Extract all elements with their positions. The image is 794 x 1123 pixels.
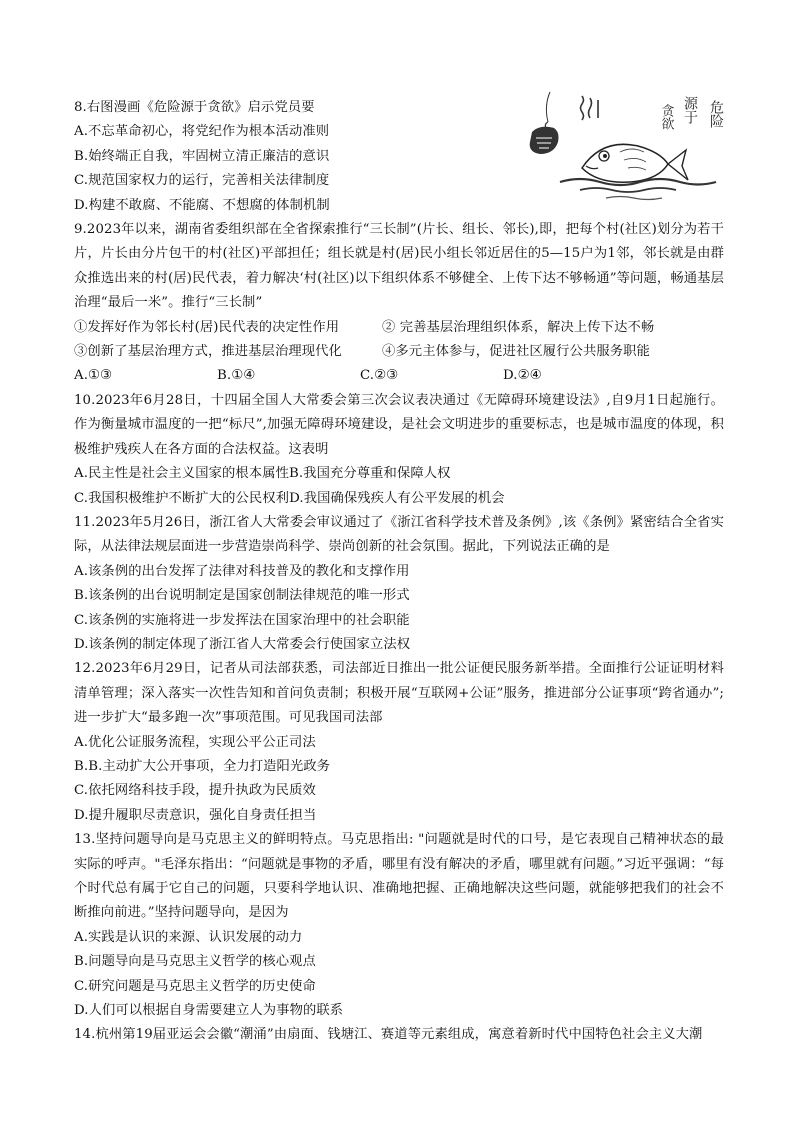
q12-option-a: A.优化公证服务流程，实现公平公正司法	[74, 734, 316, 750]
q9-choice-a: A.①③	[74, 368, 113, 384]
q9-statement-2: ② 完善基层治理组织体系，解决上传下达不畅	[382, 319, 655, 335]
q8-option-d: D.构建不敢腐、不能腐、不想腐的体制机制	[74, 197, 330, 213]
q14-stem: 14.杭州第19届亚运会会徽“潮涌”由扇面、钱塘江、赛道等元素组成，寓意着新时代中国特色社会主义大潮	[74, 1027, 703, 1043]
q9-statement-3: ③创新了基层治理方式，推进基层治理现代化	[74, 344, 342, 360]
q11-option-b: B.该条例的出台说明制定是国家创制法律规范的唯一形式	[74, 588, 410, 604]
q13-option-b: B.问题导向是马克思主义哲学的核心观点	[74, 954, 316, 970]
q8-stem: 8.右图漫画《危险源于贪欲》启示党员要	[74, 100, 315, 115]
q8-option-a: A.不忘革命初心，将党纪作为根本活动准则	[74, 124, 330, 140]
q9-statement-4: ④多元主体参与，促进社区履行公共服务职能	[382, 344, 650, 360]
q10-option-ab: A.民主性是社会主义国家的根本属性B.我国充分尊重和保障人权	[74, 466, 451, 482]
q9-statements-row-2	[74, 340, 724, 364]
q10-stem: 10.2023年6月28日，十四届全国人大常委会第三次会议表决通过《无障碍环境建设法》,自9月1日起施行。作为衡量城市温度的一把“标尺”,加强无障碍环境建设，是社会文明进步的重要标志，也是城市温度的体现，积极维护残疾人在各方面的合法权益。这表明	[74, 392, 724, 457]
q9-choices	[74, 364, 724, 388]
question-content	[74, 96, 724, 1048]
q8-option-c: C.规范国家权力的运行，完善相关法律制度	[74, 173, 330, 189]
q12-option-b: B.B.主动扩大公开事项，全力打造阳光政务	[74, 758, 331, 774]
q8-option-b: B.始终端正自我，牢固树立清正廉洁的意识	[74, 148, 330, 164]
q9-statements-row-1	[74, 316, 724, 340]
q9-choice-b: B.①④	[217, 368, 256, 384]
q9-choice-d: D.②④	[503, 368, 542, 384]
cartoon-title-3: 贪欲	[658, 104, 674, 130]
q13-option-c: C.研究问题是马克思主义哲学的历史使命	[74, 978, 316, 994]
q13-stem: 13.坚持问题导向是马克思主义的鲜明特点。马克思指出: "问题就是时代的口号，是它表现自己精神状态的最实际的呼声。"毛泽东指出：“问题就是事物的矛盾，哪里有没有解决的矛盾，哪里就有问题。”习近平强调：“每个时代总有属于它自己的问题，只要科学地认识、准确地把握、正确地解决这些问题，就能够把我们的社会不断推向前进。”坚持问题导向，是因为	[74, 832, 724, 921]
q9-statement-1: ①发挥好作为邻长村(居)民代表的决定性作用	[74, 319, 340, 335]
q11-stem: 11.2023年5月26日，浙江省人大常委会审议通过了《浙江省科学技术普及条例》,该《条例》紧密结合全省实际，从法律法规层面进一步营造崇尚科学、崇尚创新的社会氛围。据此，下列说法正确的是	[74, 514, 724, 555]
cartoon-title-2: 源于	[682, 96, 698, 124]
cartoon-title-1: 危险	[708, 100, 724, 128]
q12-option-c: C.依托网络科技手段，提升执政为民质效	[74, 783, 316, 799]
q9-choice-c: C.②③	[360, 368, 399, 384]
q11-option-c: C.该条例的实施将进一步发挥法在国家治理中的社会职能	[74, 612, 410, 628]
q11-option-a: A.该条例的出台发挥了法律对科技普及的教化和支撑作用	[74, 563, 410, 579]
q12-option-d: D.提升履职尽责意识，强化自身责任担当	[74, 807, 317, 823]
q10-option-cd: C.我国积极维护不断扩大的公民权利D.我国确保残疾人有公平发展的机会	[74, 490, 505, 506]
q13-option-d: D.人们可以根据自身需要建立人为事物的联系	[74, 1003, 344, 1019]
q13-option-a: A.实践是认识的来源、认识发展的动力	[74, 929, 303, 945]
q11-option-d: D.该条例的制定体现了浙江省人大常委会行使国家立法权	[74, 636, 411, 652]
q9-stem: 9.2023年以来，湖南省委组织部在全省探索推行“三长制”(片长、组长、邻长),即，把每个村(社区)划分为若干片，片长由分片包干的村(社区)平部担任；组长就是村(居)民小组长邻近居住的5—15户为1邻，邻长就是由群众推选出来的村(居)民代表，着力解决‘村(社区)以下组织体系不够健全、上传下达不够畅通”等问题，畅通基层治理“最后一米”。推行“三长制”	[74, 222, 724, 311]
q12-stem: 12.2023年6月29日，记者从司法部获悉，司法部近日推出一批公证便民服务新举措。全面推行公证证明材料清单管理；深入落实一次性告知和首问负责制；积极开展“互联网+公证”服务，推进部分公证事项“跨省通办”;进一步扩大“最多跑一次”事项范围。可见我国司法部	[74, 661, 724, 726]
